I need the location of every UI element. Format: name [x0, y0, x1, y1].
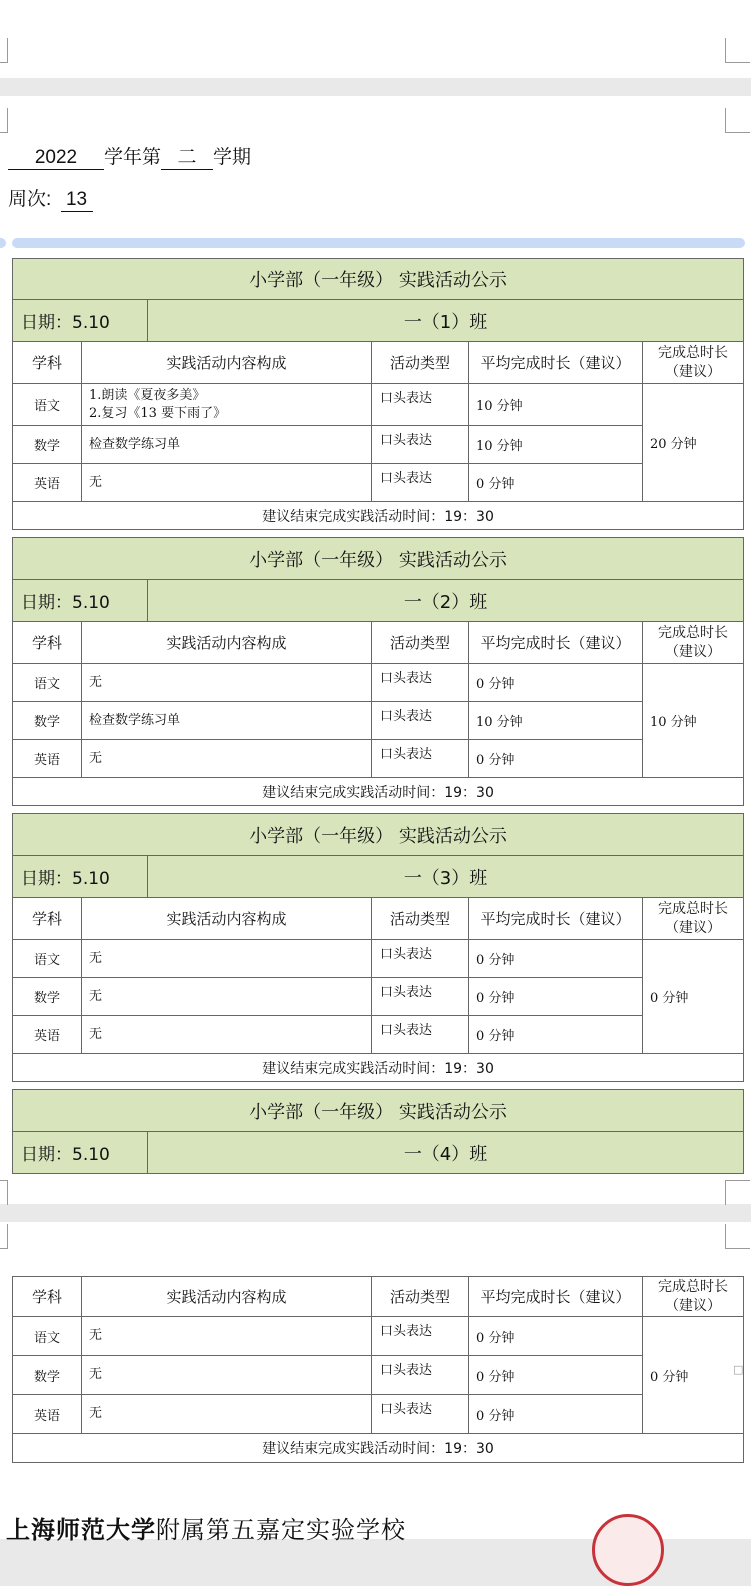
row-avg: 0 分钟 — [469, 1317, 643, 1356]
row-type: 口头表达 — [372, 740, 469, 778]
row-content: 无 — [82, 740, 372, 778]
term-line — [8, 142, 251, 170]
row-avg: 0 分钟 — [469, 740, 643, 778]
row-avg: 10 分钟 — [469, 702, 643, 740]
block-class: 一（4）班 — [148, 1132, 744, 1174]
block-total: 0 分钟 — [643, 940, 744, 1054]
row-content: 无 — [82, 1016, 372, 1054]
term-field: 二 — [161, 147, 213, 170]
block-total[interactable]: 0 分钟 — [643, 1317, 744, 1434]
row-content: 无 — [82, 978, 372, 1016]
col-total — [643, 342, 744, 384]
block-title: 小学部（一年级） 实践活动公示 — [13, 814, 744, 856]
row-content-line2: 2.复习《13 要下雨了》 — [89, 405, 227, 421]
row-subject: 数学 — [13, 1356, 82, 1395]
block-class: 一（3）班 — [148, 856, 744, 898]
col-total-line2: （建议） — [665, 363, 722, 380]
row-type: 口头表达 — [372, 978, 469, 1016]
row-avg: 0 分钟 — [469, 464, 643, 502]
class-table-1 — [12, 258, 744, 530]
page-corner-mark — [0, 38, 8, 63]
row-avg: 0 分钟 — [469, 664, 643, 702]
col-total-line1: 完成总时长 — [658, 900, 729, 917]
col-type: 活动类型 — [372, 1277, 469, 1317]
row-content: 检查数学练习单 — [82, 702, 372, 740]
week-line — [8, 184, 93, 212]
school-name — [6, 1510, 406, 1545]
year-suffix: 学年第 — [104, 147, 162, 168]
row-avg: 0 分钟 — [469, 1356, 643, 1395]
block-date: 日期：5.10 — [13, 580, 148, 622]
row-content: 无 — [82, 664, 372, 702]
block-date: 日期：5.10 — [13, 856, 148, 898]
page-corner-mark — [0, 1180, 8, 1205]
row-content: 无 — [82, 464, 372, 502]
term-suffix: 学期 — [213, 147, 252, 168]
row-subject: 英语 — [13, 740, 82, 778]
row-subject: 数学 — [13, 978, 82, 1016]
row-avg: 10 分钟 — [469, 426, 643, 464]
col-type: 活动类型 — [372, 622, 469, 664]
col-avg: 平均完成时长（建议） — [469, 342, 643, 384]
row-type: 口头表达 — [372, 1016, 469, 1054]
col-content: 实践活动内容构成 — [82, 1277, 372, 1317]
page-corner-mark — [0, 108, 8, 133]
col-content: 实践活动内容构成 — [82, 622, 372, 664]
block-class: 一（1）班 — [148, 300, 744, 342]
row-type: 口头表达 — [372, 464, 469, 502]
block-class: 一（2）班 — [148, 580, 744, 622]
class-table-4-body — [12, 1276, 744, 1463]
page-top — [0, 0, 751, 78]
col-subject: 学科 — [13, 622, 82, 664]
row-type: 口头表达 — [372, 940, 469, 978]
col-subject: 学科 — [13, 1277, 82, 1317]
block-date: 日期：5.10 — [13, 300, 148, 342]
row-content — [82, 384, 372, 426]
school-seal-icon — [592, 1514, 664, 1586]
row-type: 口头表达 — [372, 702, 469, 740]
page-corner-mark — [725, 1224, 750, 1249]
block-footer: 建议结束完成实践活动时间：19：30 — [13, 502, 744, 530]
row-avg: 0 分钟 — [469, 940, 643, 978]
col-total-line1: 完成总时长 — [658, 344, 729, 361]
block-date: 日期：5.10 — [13, 1132, 148, 1174]
col-total-line1: 完成总时长 — [658, 624, 729, 641]
row-subject: 语文 — [13, 664, 82, 702]
class-table-4-head — [12, 1089, 744, 1174]
row-type: 口头表达 — [372, 1317, 469, 1356]
year-field: 2022 — [8, 147, 104, 170]
col-total-line1: 完成总时长 — [658, 1278, 729, 1295]
block-total: 10 分钟 — [643, 664, 744, 778]
col-avg: 平均完成时长（建议） — [469, 622, 643, 664]
horizontal-scrollbar[interactable] — [12, 238, 745, 248]
row-type: 口头表达 — [372, 426, 469, 464]
col-type: 活动类型 — [372, 898, 469, 940]
row-avg: 0 分钟 — [469, 1395, 643, 1434]
row-content: 无 — [82, 1317, 372, 1356]
comment-icon[interactable]: □ — [733, 1363, 744, 1376]
row-avg: 0 分钟 — [469, 978, 643, 1016]
page-corner-mark — [725, 108, 750, 133]
col-content: 实践活动内容构成 — [82, 342, 372, 384]
row-type: 口头表达 — [372, 1395, 469, 1434]
row-subject: 英语 — [13, 1395, 82, 1434]
col-total — [643, 898, 744, 940]
block-title: 小学部（一年级） 实践活动公示 — [13, 259, 744, 300]
row-subject: 数学 — [13, 702, 82, 740]
page-corner-mark — [725, 38, 750, 63]
class-table-3 — [12, 813, 744, 1082]
col-subject: 学科 — [13, 342, 82, 384]
col-total-line2: （建议） — [665, 643, 722, 660]
col-content: 实践活动内容构成 — [82, 898, 372, 940]
col-avg: 平均完成时长（建议） — [469, 898, 643, 940]
row-subject: 语文 — [13, 1317, 82, 1356]
row-type: 口头表达 — [372, 384, 469, 426]
row-content-line1: 1.朗读《夏夜多美》 — [89, 387, 206, 403]
page-corner-mark — [725, 1180, 750, 1205]
block-title: 小学部（一年级） 实践活动公示 — [13, 538, 744, 580]
week-field: 13 — [61, 189, 93, 212]
col-total — [643, 622, 744, 664]
col-type: 活动类型 — [372, 342, 469, 384]
block-total: 20 分钟 — [643, 384, 744, 502]
col-total-line2: （建议） — [665, 919, 722, 936]
row-subject: 数学 — [13, 426, 82, 464]
col-total — [643, 1277, 744, 1317]
row-subject: 语文 — [13, 940, 82, 978]
row-type: 口头表达 — [372, 664, 469, 702]
col-avg: 平均完成时长（建议） — [469, 1277, 643, 1317]
school-name-part1: 上海师范大学 — [6, 1515, 156, 1544]
block-title: 小学部（一年级） 实践活动公示 — [13, 1090, 744, 1132]
block-footer: 建议结束完成实践活动时间：19：30 — [13, 1054, 744, 1082]
row-subject: 英语 — [13, 1016, 82, 1054]
row-subject: 英语 — [13, 464, 82, 502]
row-subject: 语文 — [13, 384, 82, 426]
school-name-part2: 附属第五嘉定实验学校 — [156, 1517, 406, 1544]
class-table-2 — [12, 537, 744, 806]
row-content: 无 — [82, 940, 372, 978]
col-subject: 学科 — [13, 898, 82, 940]
row-content: 无 — [82, 1395, 372, 1434]
block-footer: 建议结束完成实践活动时间：19：30 — [13, 778, 744, 806]
row-avg: 0 分钟 — [469, 1016, 643, 1054]
row-avg: 10 分钟 — [469, 384, 643, 426]
row-content: 检查数学练习单 — [82, 426, 372, 464]
block-footer: 建议结束完成实践活动时间：19：30 — [13, 1434, 744, 1463]
week-label: 周次: — [8, 189, 52, 210]
page-corner-mark — [0, 1224, 8, 1249]
row-content: 无 — [82, 1356, 372, 1395]
row-type: 口头表达 — [372, 1356, 469, 1395]
col-total-line2: （建议） — [665, 1297, 722, 1314]
